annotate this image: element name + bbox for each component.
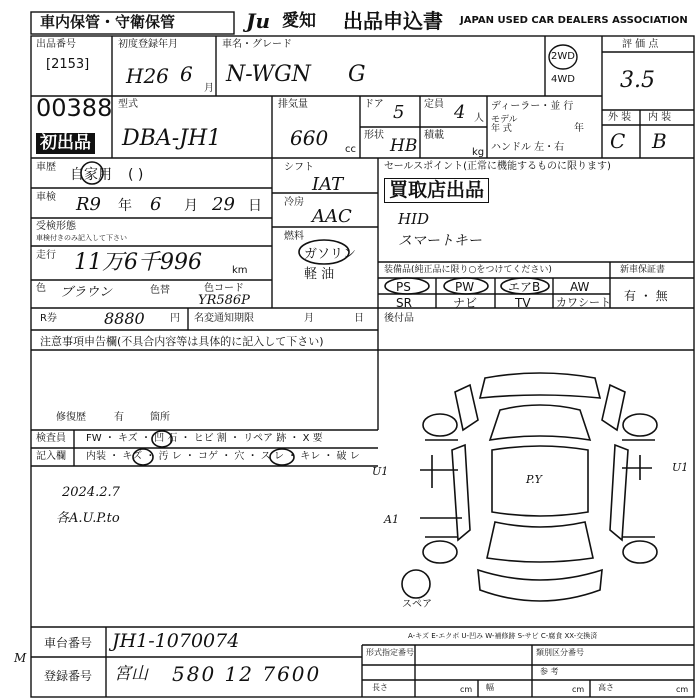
load-label: 積載: [424, 130, 444, 141]
inspection-form-label: 受検形態: [36, 221, 76, 232]
repair-places: 箇所: [150, 412, 170, 423]
interior-grade: B: [652, 129, 667, 153]
first-reg-label: 初度登録年月: [118, 39, 178, 50]
rating-label: 評 価 点: [622, 39, 659, 50]
doors-value: 5: [393, 102, 405, 123]
repair-yes: 有: [114, 412, 124, 423]
lot-no-label: 出品番号: [36, 39, 76, 50]
color-change-label: 色替: [150, 285, 170, 296]
person-unit: 人: [474, 113, 484, 124]
diagram-note: P.Y: [526, 473, 542, 486]
aftermarket-label: 後付品: [384, 313, 414, 324]
equip-tv: TV: [515, 296, 531, 310]
notes-label: 注意事項申告欄(不具合内容等は具体的に記入して下さい): [40, 335, 324, 348]
equipment-label: 装備品(純正品に限り○をつけてください): [384, 265, 552, 275]
usage-blank: ( ): [128, 167, 144, 183]
mark-u1-right: U1: [672, 461, 689, 474]
equip-pw: PW: [455, 280, 475, 294]
kg-unit: kg: [472, 147, 485, 158]
shift-value: IAT: [312, 174, 344, 195]
spare-label: スペア: [402, 599, 432, 610]
lot-prefix: [2153]: [46, 57, 90, 72]
warranty-options: 有 ・ 無: [624, 289, 668, 303]
reg-era: H26: [126, 64, 169, 88]
dealer-label: ディーラー・並 行: [491, 101, 574, 112]
mark-a1-left: A1: [384, 513, 399, 526]
recycle-amount: 8880: [104, 309, 145, 328]
mileage-label: 走行: [36, 250, 56, 261]
length-label: 長さ: [372, 683, 388, 692]
interior-row: 内装 ・ キズ ・ 汚 レ ・ コゲ ・ 穴 ・ ス レ ・ キレ ・ 破 レ: [86, 451, 360, 462]
shape-value: HB: [390, 136, 418, 156]
capacity-label: 定員: [424, 99, 444, 110]
chassis-label: 車台番号: [44, 636, 93, 650]
inspector-label: 検査員: [36, 433, 66, 444]
margin-mark: M: [14, 651, 27, 665]
reg-month-unit: 月: [204, 83, 214, 94]
length-cm: cm: [460, 685, 473, 694]
car-name: N-WGN: [226, 62, 311, 87]
storage-note: 車内保管・守衛保管: [40, 13, 176, 31]
drive-2wd: 2WD: [551, 51, 575, 62]
recycle-label: R券: [40, 313, 57, 324]
model-code: DBA-JH1: [122, 126, 222, 151]
ju-logo: Ju: [246, 9, 271, 33]
doors-label: ドア: [364, 99, 384, 110]
handwritten-note: 各A.U.P.to: [56, 511, 120, 526]
fw-row: FW ・ キズ ・ 凹 石 ・ ヒビ 割 ・ リペア 跡 ・ X 要: [86, 433, 323, 444]
height-label: 高さ: [598, 683, 614, 692]
usage-value: 自家用: [70, 167, 112, 183]
sales-points-label: セールスポイント(正常に機能するものに限ります): [384, 161, 611, 172]
inspection-year: 6: [150, 194, 162, 215]
plate-label: 登録番号: [44, 669, 93, 683]
yen-unit: 円: [170, 313, 180, 324]
fuel-label: 燃料: [284, 231, 304, 242]
name-change-day: 日: [354, 313, 364, 324]
first-listing-badge: 初出品: [36, 133, 95, 154]
buy-shop-badge: 買取店出品: [384, 178, 489, 203]
inspection-label: 車検: [36, 192, 56, 203]
displacement-label: 排気量: [278, 99, 308, 110]
reference-label: 参 考: [540, 667, 559, 676]
damage-legend: A-キズ E-エクボ U-凹み W-補修跡 S-サビ C-腐食 XX-交換済: [408, 632, 598, 640]
region-name: 愛知: [282, 11, 316, 31]
car-grade: G: [348, 62, 366, 87]
color-label: 色: [36, 283, 46, 294]
mileage-value: 11万6千996: [74, 250, 202, 275]
exterior-label: 外 装: [608, 112, 632, 123]
rating-score: 3.5: [620, 68, 655, 93]
displacement-value: 660: [290, 126, 329, 150]
equip-navi: ナビ: [453, 296, 478, 310]
aircon-value: AAC: [312, 206, 352, 227]
interior-label: 内 装: [648, 112, 672, 123]
name-grade-label: 車名・グレード: [222, 39, 292, 50]
capacity-value: 4: [454, 102, 466, 123]
color-code-label: 色コード: [204, 283, 244, 294]
form-title: 出品申込書: [343, 9, 443, 33]
inspection-day-unit: 日: [248, 198, 262, 214]
name-change-label: 名変通知期限: [194, 313, 254, 324]
equip-ps: PS: [396, 280, 411, 294]
year-unit: 年: [574, 123, 584, 134]
sales-point-smartkey: スマートキー: [398, 233, 482, 249]
type-designation-label: 形式指定番号: [366, 648, 414, 657]
inspection-year-unit: 年: [118, 198, 132, 214]
aircon-label: 冷房: [284, 197, 304, 208]
model-year-label: モデル 年 式: [491, 115, 518, 134]
entry-label: 記入欄: [36, 451, 66, 462]
width-cm: cm: [572, 685, 585, 694]
sales-point-hid: HID: [398, 210, 430, 228]
inspection-era: R9: [76, 194, 102, 215]
km-unit: km: [232, 265, 248, 276]
shape-label: 形状: [364, 130, 384, 141]
type-class-label: 類別区分番号: [536, 648, 584, 657]
plate-number: 580 12 7600: [172, 662, 322, 686]
color-value: ブラウン: [60, 285, 113, 300]
shift-label: シフト: [284, 162, 314, 173]
handwritten-date: 2024.2.7: [62, 485, 120, 500]
car-damage-diagram: [402, 373, 657, 601]
inspection-day: 29: [212, 194, 235, 215]
equip-airbag: エアB: [508, 280, 541, 294]
model-label: 型式: [118, 99, 138, 110]
handle-label: ハンドル 左・右: [491, 142, 565, 153]
width-label: 幅: [486, 683, 494, 692]
drive-4wd: 4WD: [551, 74, 575, 85]
fuel-options: ガソリン 軽 油: [304, 247, 357, 282]
reg-month: 6: [180, 62, 193, 86]
inspection-month-unit: 月: [184, 198, 198, 214]
cc-unit: cc: [345, 144, 356, 155]
usage-label: 車歴: [36, 162, 56, 173]
height-cm: cm: [676, 685, 689, 694]
equip-aw: AW: [570, 280, 590, 294]
plate-region: 宮山: [114, 664, 148, 684]
mark-u1-left: U1: [372, 465, 389, 478]
association-name: JAPAN USED CAR DEALERS ASSOCIATION: [460, 15, 688, 26]
exterior-grade: C: [610, 129, 626, 153]
equip-leather-seat: カワシート: [556, 296, 611, 309]
chassis-number: JH1-1070074: [112, 630, 240, 652]
lot-number: 00388: [36, 94, 113, 122]
inspection-form-note: 車検付きのみ記入して下さい: [36, 234, 127, 242]
equip-sr: SR: [396, 296, 412, 310]
new-warranty-label: 新車保証書: [620, 265, 666, 275]
color-code-value: YR586P: [198, 293, 250, 308]
repair-history-label: 修復歴: [56, 412, 86, 423]
name-change-month: 月: [304, 313, 314, 324]
